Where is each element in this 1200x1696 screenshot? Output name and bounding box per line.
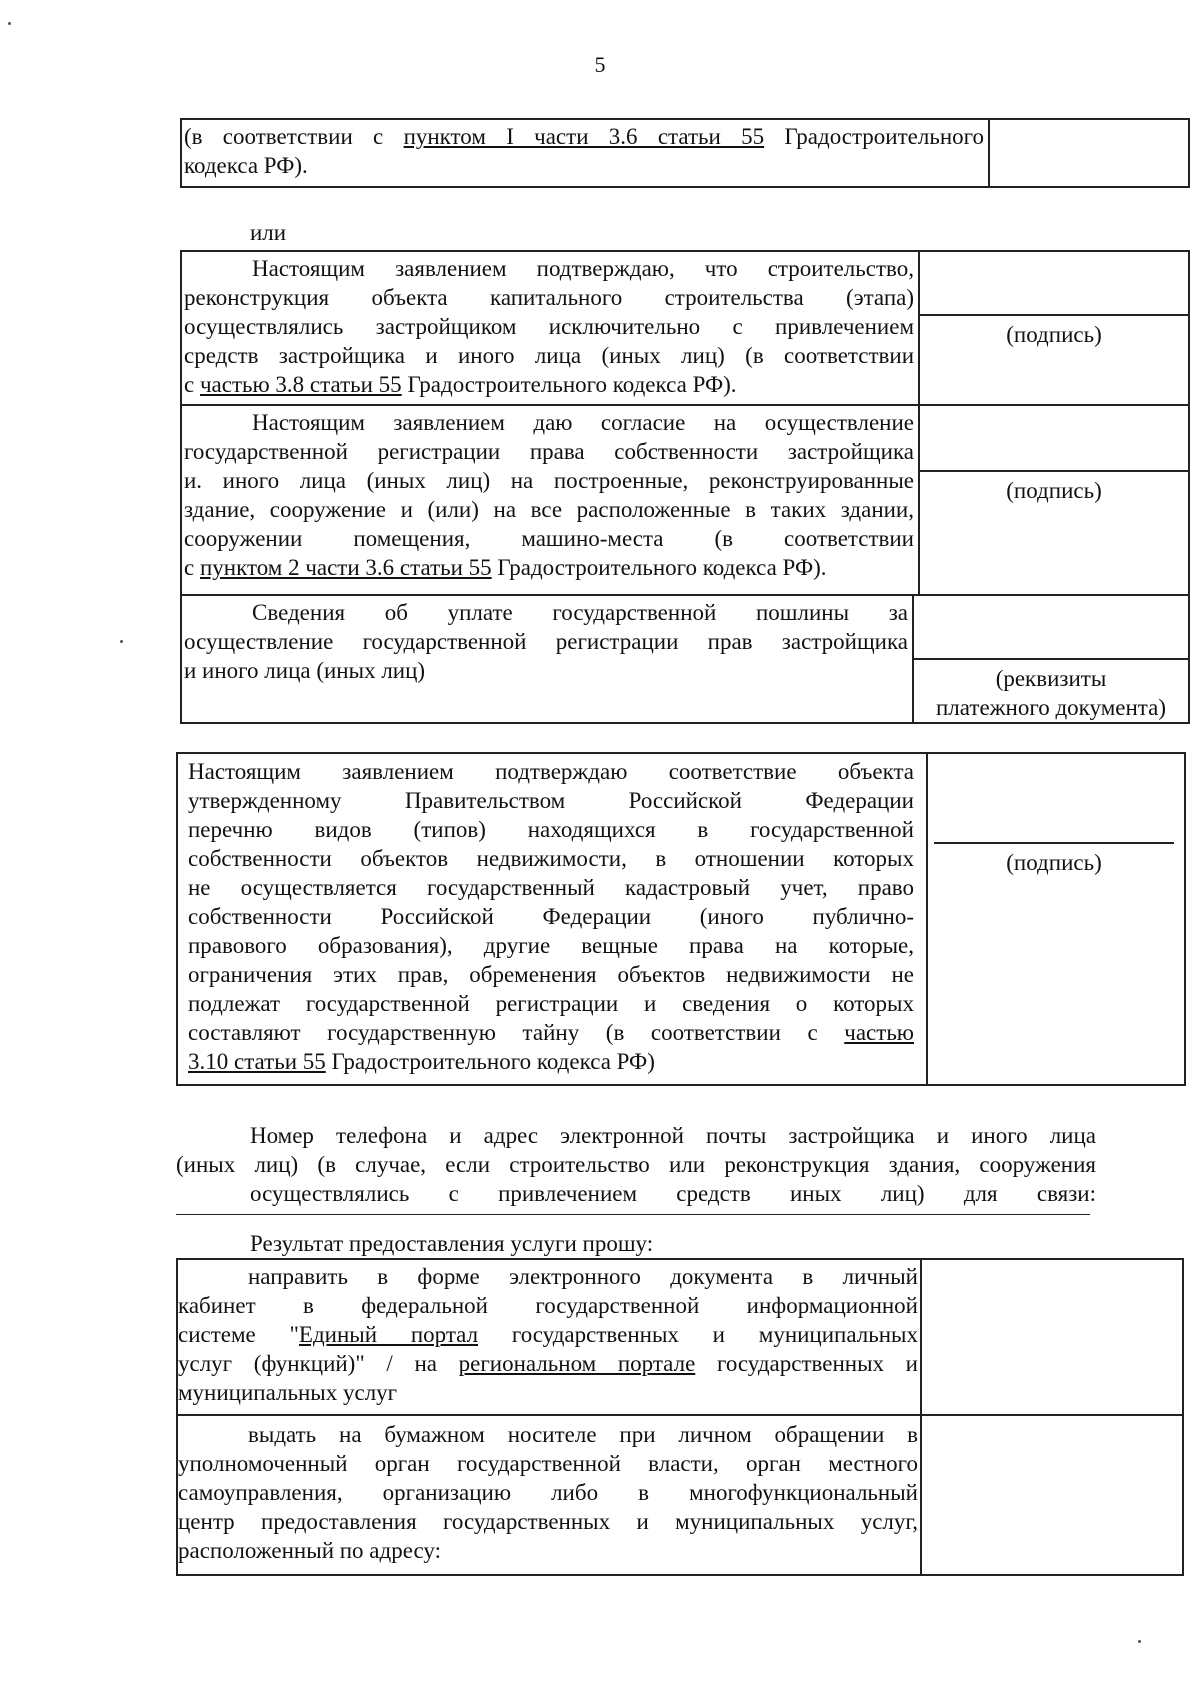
top-box-divider [988,118,990,188]
page-number: 5 [594,52,606,77]
text-line: и иного лица (иных лиц) [184,658,426,683]
text-line: муниципальных услуг [178,1380,398,1405]
portal-link[interactable]: Единый портал [298,1322,479,1347]
contact-input-line[interactable] [176,1214,1090,1215]
text-line: осуществлялись застройщиком исключительно с привлечением [184,314,914,339]
signature-line [918,470,1190,472]
text-line: сооружении помещения, машино-места (в соответствии [184,526,914,551]
text-line: ограничения этих прав, обременения объектов недвижимости не [188,962,914,987]
signature-line [912,658,1190,660]
text-line: Номер телефона и адрес электронной почты застройщика и иного лица [250,1123,1096,1148]
top-box-line: кодекса РФ). [184,153,308,178]
text-line: центр предоставления государственных и муниципальных услуг, [178,1509,918,1534]
result-heading: Результат предоставления услуги прошу: [250,1231,654,1256]
text-line: расположенный по адресу: [178,1538,441,1563]
text-line: утвержденному Правительством Российской Федерации [188,788,914,813]
text-line: 3.10 статьи 55 Градостроительного кодекса РФ) [188,1049,655,1074]
scan-speck [120,640,123,643]
article-link[interactable]: 3.10 статьи 55 [188,1049,326,1074]
text-line: реконструкция объекта капитального строительства (этапа) [184,285,914,310]
top-box-text [184,122,984,180]
text-line: средств застройщика и иного лица (иных лиц) (в соответствии [184,343,914,368]
signature-caption: (подпись) [1006,850,1102,875]
text-line: услуг (функций)" / на региональном портале государственных и [178,1351,918,1376]
paper-option-text [178,1420,918,1565]
text-line: выдать на бумажном носителе при личном обращении в [248,1422,918,1447]
text-line: Настоящим заявлением даю согласие на осуществление [252,410,914,435]
scan-speck [8,22,11,25]
text-line: кабинет в федеральной государственной информационной [178,1293,918,1318]
article-link[interactable]: частью [844,1020,914,1045]
electronic-option-checkbox[interactable] [922,1260,1182,1414]
text-line: системе "Единый портал государственных и муниципальных [178,1322,918,1347]
text-line: Настоящим заявлением подтверждаю соответствие объекта [188,759,914,784]
payment-document-caption: (реквизиты платежного документа) [936,666,1166,720]
signature-caption: (подпись) [1006,478,1102,503]
paper-option-checkbox[interactable] [922,1416,1182,1574]
text-line: собственности объектов недвижимости, в отношении которых [188,846,914,871]
text-line: с частью 3.8 статьи 55 Градостроительного кодекса РФ). [184,372,737,397]
text-line: составляют государственную тайну (в соответствии с частью [188,1020,914,1045]
scan-speck [1138,1640,1141,1643]
signature-line [934,842,1174,844]
row-separator [180,404,1190,406]
text-line: не осуществляется государственный кадастровый учет, право [188,875,914,900]
signature-caption: (подпись) [1006,322,1102,347]
text-line: осуществлялись с привлечением средств иных лиц) для связи: [250,1181,1096,1206]
construction-confirmation-text [184,254,914,399]
text-line: правового образования), другие вещные права на которые, [188,933,914,958]
electronic-option-text [178,1262,918,1407]
text-line: Сведения об уплате государственной пошлины за [252,600,908,625]
text-line: самоуправления, организацию либо в многофункциональный [178,1480,918,1505]
or-label: или [250,220,287,245]
classified-object-text [188,757,914,1076]
text-line: Настоящим заявлением подтверждаю, что строительство, [252,256,914,281]
top-box-line: (в соответствии с пунктом I части 3.6 статьи 55 Градостроительного [184,124,985,149]
text-line: собственности Российской Федерации (иного публично- [188,904,914,929]
text-line: осуществление государственной регистрации прав застройщика [184,629,908,654]
text-line: подлежат государственной регистрации и сведения о которых [188,991,914,1016]
text-line: направить в форме электронного документа в личный [248,1264,918,1289]
text-line: с пунктом 2 части 3.6 статьи 55 Градостроительного кодекса РФ). [184,555,827,580]
contact-paragraph [176,1121,1096,1208]
regional-portal-link[interactable]: региональном портале [458,1351,696,1376]
text-line: и. иного лица (иных лиц) на построенные, реконструированные [184,468,914,493]
consent-table-divider-a [918,250,920,594]
article-link[interactable]: пунктом I части 3.6 статьи 55 [403,124,765,149]
text-line: государственной регистрации права собственности застройщика [184,439,914,464]
text-line: (иных лиц) (в случае, если строительство или реконструкция здания, сооружения [176,1152,1096,1177]
state-fee-text [184,598,908,685]
registration-consent-text [184,408,914,582]
text-line: перечню видов (типов) находящихся в государственной [188,817,914,842]
row-separator [180,594,1190,596]
article-link[interactable]: пунктом 2 части 3.6 статьи 55 [199,555,492,580]
text-line: уполномоченный орган государственной власти, орган местного [178,1451,918,1476]
article-link[interactable]: частью 3.8 статьи 55 [199,372,402,397]
text-line: здание, сооружение и (или) на все расположенные в таких здании, [184,497,914,522]
classified-table-divider [926,752,928,1086]
signature-line [918,314,1190,316]
